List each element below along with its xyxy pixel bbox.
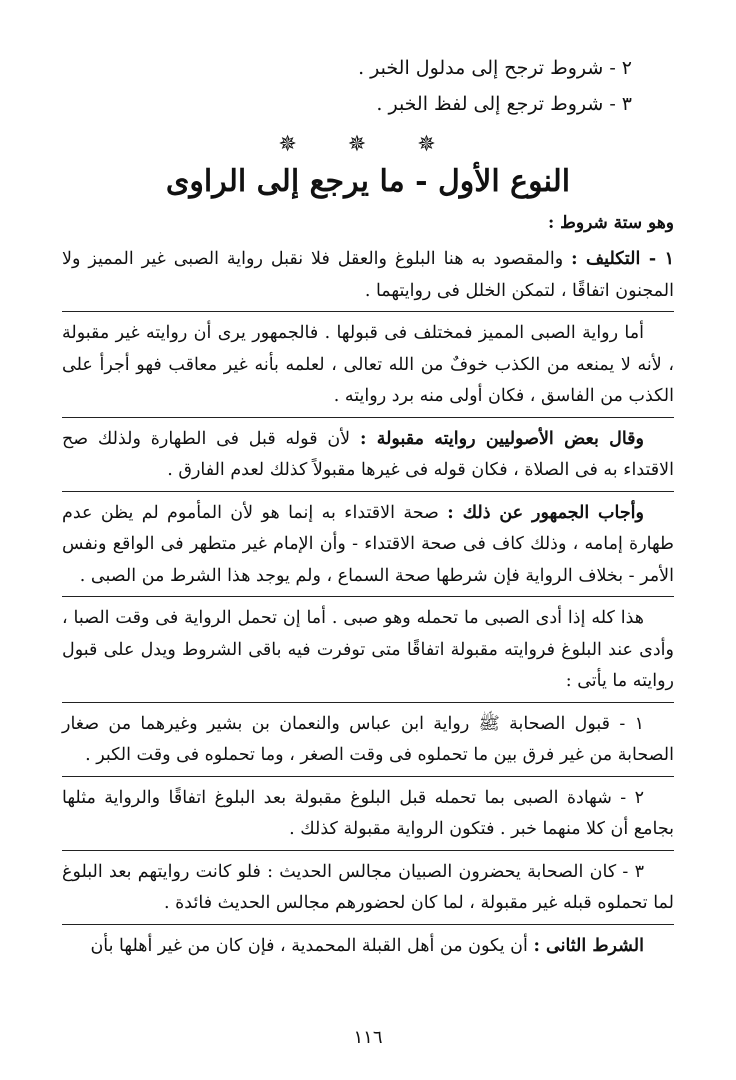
paragraph-evidence-3 — [62, 857, 674, 920]
paragraph-lead: ١ - التكليف : — [571, 249, 674, 269]
paragraph-text: لأن قوله قبل فى الطهارة ولذلك صح الاقتداء به فى الصلاة ، فكان قوله فى غيرها مقبولاً كذلك لعدم الفارق . — [62, 428, 674, 480]
paragraph-evidence-2 — [62, 783, 674, 846]
paragraph-jumhur-reply — [62, 498, 674, 593]
paragraph-lead: وقال بعض الأصوليين روايته مقبولة : — [359, 428, 645, 449]
divider-line — [62, 417, 674, 418]
paragraph-text: هذا كله إذا أدى الصبى ما تحمله وهو صبى . أما إن تحمل الرواية فى وقت الصبا ، وأدى عند البلوغ فروايته مقبولة اتفاقًا متى توفرت فيه باقى الشروط ويدل على قبول روايته ما يأتى : — [62, 608, 674, 691]
paragraph-text: أن يكون من أهل القبلة المحمدية ، فإن كان من غير أهلها بأن — [90, 935, 534, 956]
divider-line — [62, 311, 674, 312]
paragraph-mumayyiz — [62, 318, 674, 413]
paragraph-lead: وأجاب الجمهور عن ذلك : — [447, 502, 644, 523]
paragraph-evidence-1 — [62, 709, 674, 772]
divider-line — [62, 776, 674, 777]
ornament-stars: ✵ ✵ ✵ — [278, 132, 458, 157]
paragraph-taklif — [62, 244, 674, 307]
paragraph-text: ٢ - شهادة الصبى بما تحمله قبل البلوغ مقبولة بعد البلوغ اتفاقًا والرواية مثلها بجامع أن كلا منهما خبر . فتكون الرواية مقبولة كذلك . — [62, 787, 674, 839]
divider-line — [62, 491, 674, 492]
paragraph-lead: الشرط الثانى : — [533, 935, 644, 956]
paragraph-text: أما رواية الصبى المميز فمختلف فى قبولها . فالجمهور يرى أن روايته غير مقبولة ، لأنه لا يمنعه من الكذب خوفٌ من الله تعالى ، لعلمه بأنه غير معاقب فهو أجرأ على الكذب من الفاسق ، فكان أولى منه برد روايته . — [62, 323, 674, 406]
paragraph-second-condition — [62, 931, 674, 963]
divider-line — [62, 596, 674, 597]
list-item-3: ٣ - شروط ترجع إلى لفظ الخبر . — [376, 93, 632, 115]
section-heading: النوع الأول - ما يرجع إلى الراوى — [165, 164, 571, 199]
paragraph-summary — [62, 603, 674, 698]
page-number: ١١٦ — [353, 1027, 383, 1048]
divider-line — [62, 702, 674, 703]
divider-line — [62, 850, 674, 851]
paragraph-text: ٣ - كان الصحابة يحضرون الصبيان مجالس الحديث : فلو كانت روايتهم بعد البلوغ لما تحملوه قبله غير مقبولة ، لما كان لحضورهم مجالس الحديث فائدة . — [62, 861, 674, 913]
paragraph-text: صحة الاقتداء به إنما هو لأن المأموم لم يظن عدم طهارة إمامه ، وذلك كاف فى صحة الاقتداء - وأن الإمام غير متطهر فى الواقع ونفس الأمر - بخلاف الرواية فإن شرطها صحة السماع ، ولم يوجد هذا الشرط من الصبى . — [62, 502, 674, 586]
paragraph-text: ١ - قبول الصحابة ﷺ رواية ابن عباس والنعمان بن بشير وغيرهما من صغار الصحابة من غير فرق بين ما تحملوه فى وقت الصغر ، وما تحملوه فى وقت الكبر . — [62, 713, 674, 765]
list-item-2: ٢ - شروط ترجح إلى مدلول الخبر . — [358, 57, 632, 79]
divider-line — [62, 924, 674, 925]
paragraph-usuliyyin — [62, 424, 674, 487]
section-subheading: وهو ستة شروط : — [547, 213, 674, 233]
paragraph-text: والمقصود به هنا البلوغ والعقل فلا نقبل رواية الصبى غير المميز ولا المجنون اتفاقًا ، لتمكن الخلل فى روايتهما . — [62, 249, 674, 301]
